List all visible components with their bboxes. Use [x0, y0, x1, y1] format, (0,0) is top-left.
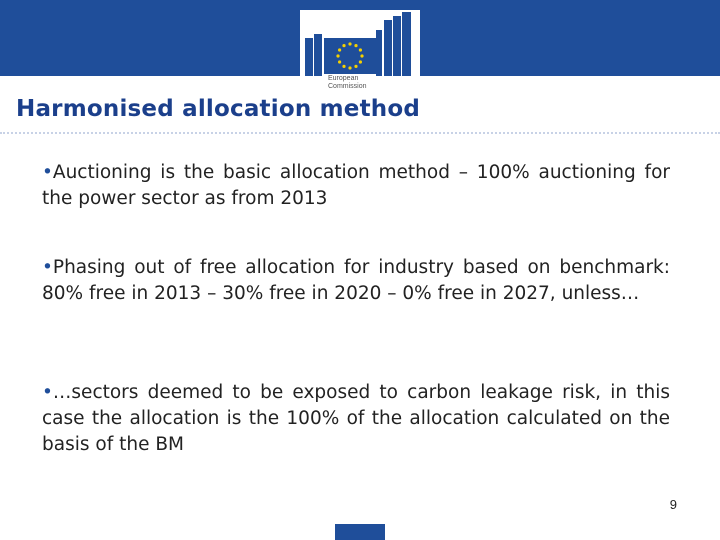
bullet-marker: • — [42, 382, 53, 403]
bullet-text: Auctioning is the basic allocation method – 100% auctioning for the power sector as from 2013 — [42, 162, 670, 209]
bullet-item — [42, 160, 670, 212]
european-commission-logo — [300, 10, 420, 100]
bullet-marker: • — [42, 257, 53, 278]
bullet-item — [42, 255, 670, 307]
page-number: 9 — [669, 497, 677, 512]
footer-tab — [335, 524, 385, 540]
bullet-marker: • — [42, 162, 53, 183]
slide-title: Harmonised allocation method — [16, 96, 421, 122]
bullet-item — [42, 380, 670, 458]
logo-line-1: European — [328, 75, 359, 82]
bullet-text: …sectors deemed to be exposed to carbon leakage risk, in this case the allocation is the 100% of the allocation calculated on the basis of the BM — [42, 382, 670, 455]
bullet-text: Phasing out of free allocation for industry based on benchmark: 80% free in 2013 – 30% free in 2020 – 0% free in 2027, unless… — [42, 257, 670, 304]
logo-wordmark — [328, 75, 398, 91]
title-divider — [0, 132, 720, 134]
logo-line-2: Commission — [328, 83, 367, 90]
